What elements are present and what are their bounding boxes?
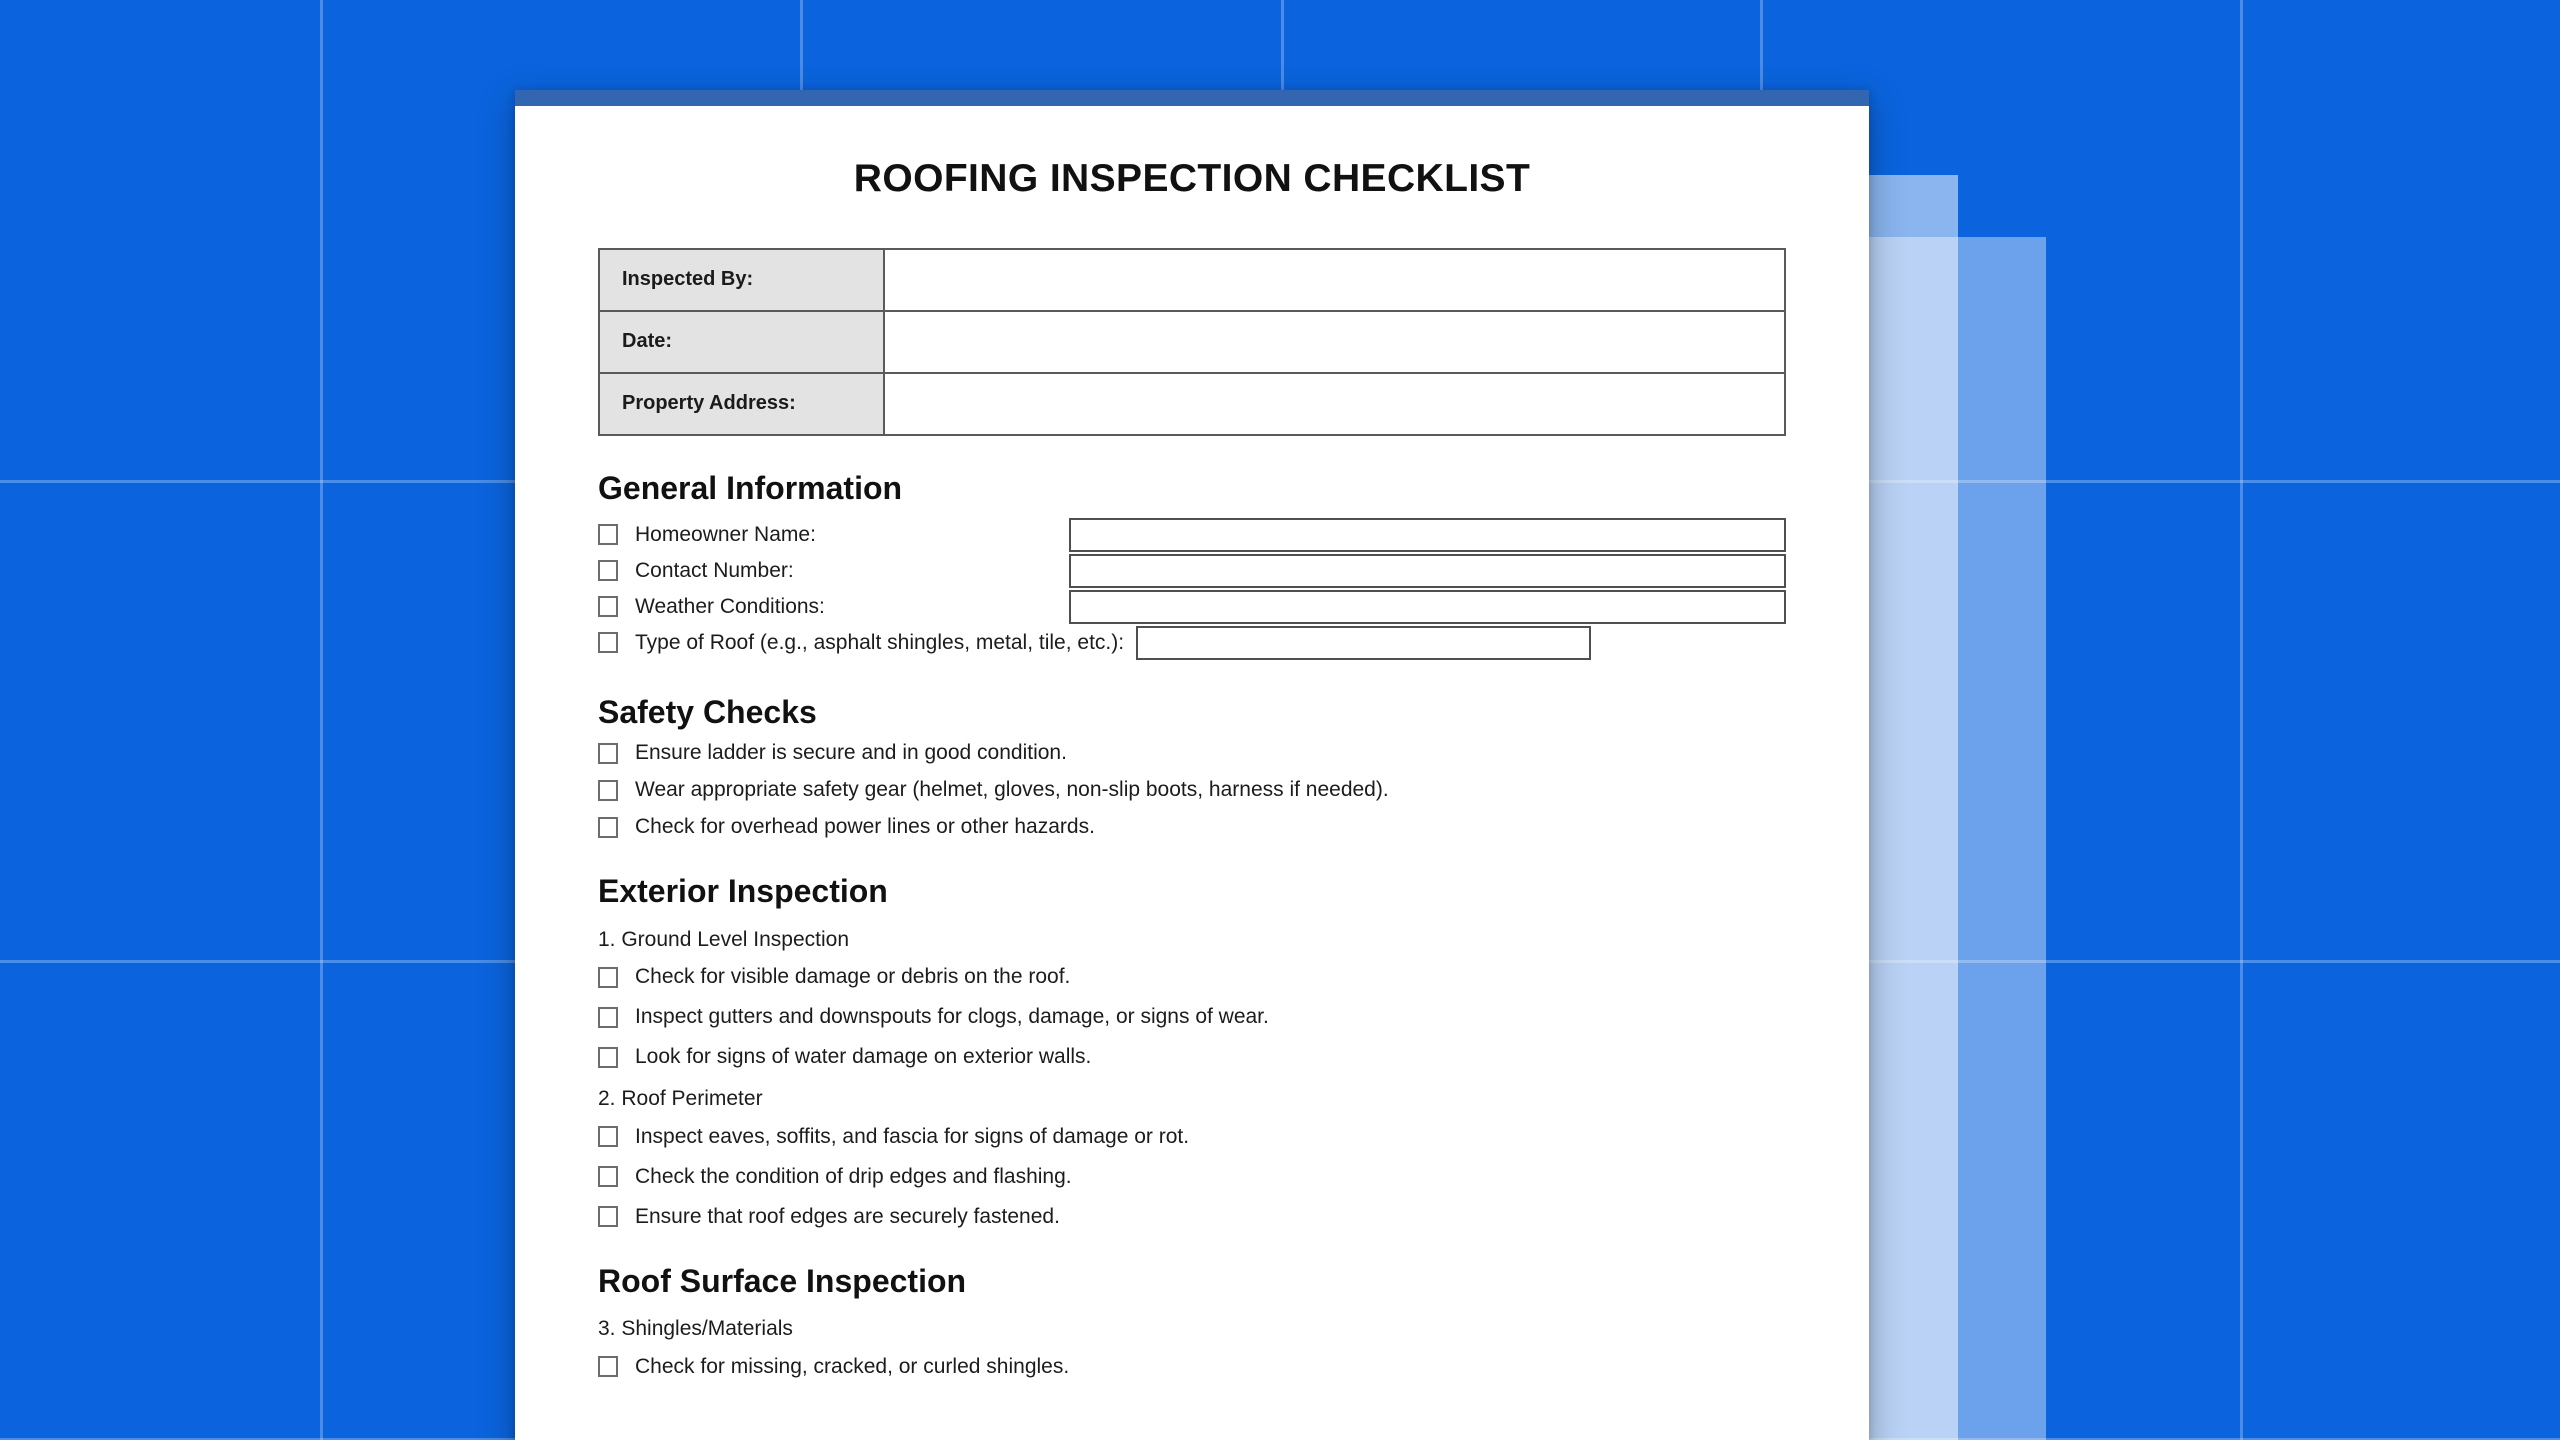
checkbox-icon[interactable] [598, 560, 618, 581]
checklist-item-label: Wear appropriate safety gear (helmet, gloves, non-slip boots, harness if needed). [635, 778, 1389, 802]
homeowner-name-input[interactable] [1069, 518, 1786, 552]
section-heading-roof-surface-inspection: Roof Surface Inspection [598, 1262, 967, 1299]
section-heading-safety-checks: Safety Checks [598, 693, 817, 730]
subsection-heading-shingles-materials: 3. Shingles/Materials [598, 1317, 793, 1341]
checkbox-icon[interactable] [598, 524, 618, 545]
checklist-item [598, 1165, 1786, 1189]
checkbox-icon[interactable] [598, 967, 618, 988]
checklist-item [598, 1205, 1786, 1229]
section-heading-general-information: General Information [598, 469, 903, 506]
section-heading-exterior-inspection: Exterior Inspection [598, 873, 888, 910]
checkbox-icon[interactable] [598, 743, 618, 764]
field-label: Type of Roof (e.g., asphalt shingles, metal, tile, etc.): [635, 630, 1125, 654]
checklist-item [598, 1045, 1786, 1069]
subsection-heading-roof-perimeter: 2. Roof Perimeter [598, 1087, 763, 1111]
contact-number-input[interactable] [1069, 554, 1786, 588]
checklist-item [598, 1005, 1786, 1029]
checkbox-icon[interactable] [598, 1206, 618, 1227]
checklist-item [598, 965, 1786, 989]
inspected-by-label: Inspected By: [599, 249, 884, 311]
checkbox-icon[interactable] [598, 817, 618, 838]
grid-line-vertical [2240, 0, 2243, 1440]
table-row [599, 373, 1785, 435]
checklist-item-label: Look for signs of water damage on exterior walls. [635, 1045, 1092, 1069]
checkbox-icon[interactable] [598, 1047, 618, 1068]
field-row-contact-number [598, 554, 1786, 588]
checklist-item-label: Inspect gutters and downspouts for clogs, damage, or signs of wear. [635, 1005, 1269, 1029]
checkbox-icon[interactable] [598, 1356, 618, 1377]
field-row-type-of-roof [598, 626, 1786, 660]
date-label: Date: [599, 311, 884, 373]
checklist-item-label: Check the condition of drip edges and flashing. [635, 1164, 1072, 1188]
grid-line-vertical [320, 0, 323, 1440]
checklist-item-label: Inspect eaves, soffits, and fascia for signs of damage or rot. [635, 1124, 1190, 1148]
field-label: Homeowner Name: [635, 522, 816, 546]
checkbox-icon[interactable] [598, 1007, 618, 1028]
property-address-label: Property Address: [599, 373, 884, 435]
checkbox-icon[interactable] [598, 780, 618, 801]
checklist-item-label: Ensure ladder is secure and in good condition. [635, 741, 1067, 765]
checkbox-icon[interactable] [598, 1166, 618, 1187]
field-label: Weather Conditions: [635, 594, 825, 618]
checklist-item-label: Check for missing, cracked, or curled shingles. [635, 1354, 1070, 1378]
checklist-item [598, 815, 1786, 839]
checklist-item-label: Ensure that roof edges are securely fastened. [635, 1204, 1060, 1228]
table-row [599, 311, 1785, 373]
checklist-item [598, 1125, 1786, 1149]
checklist-item [598, 778, 1786, 802]
field-row-homeowner-name [598, 518, 1786, 552]
field-row-weather-conditions [598, 590, 1786, 624]
checkbox-icon[interactable] [598, 632, 618, 653]
property-address-field[interactable] [884, 373, 1785, 435]
checklist-item-label: Check for overhead power lines or other hazards. [635, 815, 1095, 839]
page-title: ROOFING INSPECTION CHECKLIST [853, 157, 1531, 200]
document-accent-bar [515, 90, 1869, 106]
document-page [515, 90, 1869, 1440]
checkbox-icon[interactable] [598, 1126, 618, 1147]
checkbox-icon[interactable] [598, 596, 618, 617]
decorative-bar-front [1868, 237, 2046, 1440]
checklist-item [598, 1355, 1786, 1379]
weather-conditions-input[interactable] [1069, 590, 1786, 624]
field-label: Contact Number: [635, 558, 794, 582]
checklist-item [598, 741, 1786, 765]
table-row [599, 249, 1785, 311]
type-of-roof-input[interactable] [1136, 626, 1591, 660]
checklist-item-label: Check for visible damage or debris on the roof. [635, 965, 1071, 989]
inspection-info-table [598, 248, 1786, 436]
inspected-by-field[interactable] [884, 249, 1785, 311]
subsection-heading-ground-level-inspection: 1. Ground Level Inspection [598, 928, 849, 952]
date-field[interactable] [884, 311, 1785, 373]
